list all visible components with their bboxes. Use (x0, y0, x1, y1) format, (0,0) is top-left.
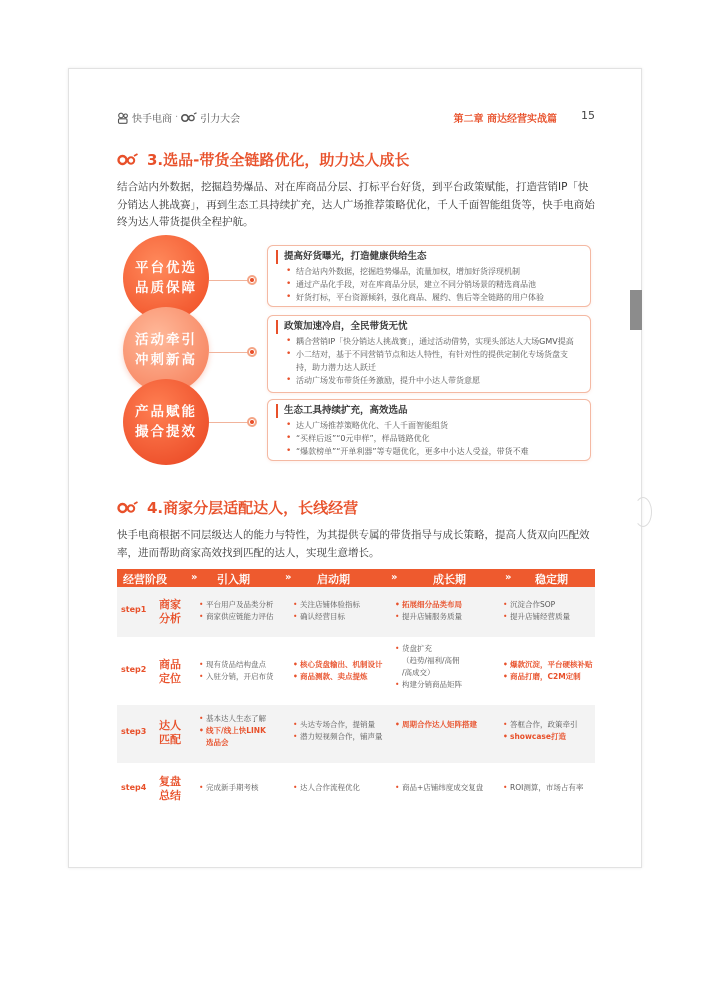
step-label: step1 (121, 605, 147, 614)
pillar-circle-activity-drive: 活动牵引 冲刺新高 (123, 307, 209, 393)
table-cell: • ROI测算，市场占有率 (503, 782, 583, 794)
brand-name-conference: 引力大会 (200, 114, 241, 125)
table-cell: • 货盘扩充 （趋势/福利/高佣 /高成交） • 构建分销商品矩阵 (395, 643, 462, 691)
table-cell: • 商品+店铺纬度成交复盘 (395, 782, 483, 794)
pillar-box-1 (267, 245, 591, 307)
table-cell: • 核心货盘输出、机制设计 • 商品测款、卖点提炼 (293, 659, 383, 683)
brand-separator: · (175, 112, 179, 123)
stage-label: 商家 分析 (159, 598, 181, 625)
brand-logos (117, 110, 240, 125)
brand-name-ecommerce: 快手电商 (132, 114, 172, 125)
section-3-intro: 结合站内外数据，挖掘趋势爆品、对在库商品分层、打标平台好货，到平台政策赋能，打造营销IP「快分销达人挑战赛」，再到生态工具持续扩充，达人广场推荐策略优化，千人千面智能组货等，快手电商始终为达人带货提供全程护航。 (117, 181, 595, 228)
table-cell: • 答框合作，政策牵引 • showcase打造 (503, 719, 578, 743)
gravity-logo-icon (117, 153, 139, 167)
table-cell: • 爆款沉淀，平台硬核补贴 • 商品打磨，C2M定制 (503, 659, 593, 683)
stage-label: 商品 定位 (159, 658, 181, 685)
pillar-bullet: • “买样后返”“0元申样”，样品链路优化 (276, 432, 582, 445)
step-label: step3 (121, 727, 147, 736)
table-row (117, 705, 595, 763)
chevron-right-icon: » (391, 572, 398, 583)
section-4-title: 4.商家分层适配达人，长线经营 (117, 497, 358, 518)
chevron-right-icon: » (505, 572, 512, 583)
stage-label: 复盘 总结 (159, 775, 181, 802)
gravity-logo-icon (117, 501, 139, 515)
pillar-bullet: • “爆款榜单”“开单利器”等专题优化，更多中小达人受益，带货不难 (276, 445, 582, 458)
kuaishou-logo-icon (117, 112, 129, 124)
table-header-cell: 引入期 (217, 573, 250, 586)
table-header-cell: 成长期 (433, 573, 466, 586)
table-header-cell: 经营阶段 (123, 573, 167, 586)
pillar-circle-product-empower: 产品赋能 撮合提效 (123, 379, 209, 465)
document-page (68, 68, 642, 868)
table-cell: • 拓展细分品类布局 • 提升店铺服务质量 (395, 599, 462, 623)
pillar-bullet: • 耦合营销IP「快分销达人挑战赛」，通过活动借势，实现头部达人大场GMV提高 (276, 335, 582, 348)
pillar-bullet: • 结合站内外数据，挖掘趋势爆品，流量加权，增加好货浮现机制 (276, 265, 582, 278)
table-header-cell: 稳定期 (535, 573, 568, 586)
table-cell: • 关注店铺体验指标 • 确认经营目标 (293, 599, 360, 623)
chevron-right-icon: » (191, 572, 198, 583)
step-label: step4 (121, 783, 147, 792)
pillar-bullet: • 活动广场发布带货任务激励，提升中小达人带货意愿 (276, 374, 582, 387)
pillar-circle-platform-selection: 平台优选 品质保障 (123, 235, 209, 321)
pillar-box-title: 提高好货曝光，打造健康供给生态 (276, 250, 582, 264)
pillar-connector-dot (247, 347, 257, 357)
table-cell: • 平台用户及品类分析 • 商家供应链能力评估 (199, 599, 274, 623)
table-cell: • 周期合作达人矩阵搭建 (395, 719, 477, 731)
scroll-thumb[interactable] (630, 290, 642, 330)
pillar-bullet: • 好货打标，平台资源倾斜，强化商品、履约、售后等全链路的用户体验 (276, 291, 582, 304)
table-header-cell: 启动期 (317, 573, 350, 586)
table-cell: • 现有货品结构盘点 • 入驻分销，开启布货 (199, 659, 274, 683)
gravity-conference-logo-icon (181, 112, 197, 124)
table-cell: • 完成新手期考核 (199, 782, 259, 794)
page-number: 15 (581, 109, 595, 122)
table-cell: • 基本达人生态了解 • 线下/线上快LINK 选品会 (199, 713, 266, 749)
pillar-box-title: 政策加速冷启，全民带货无忧 (276, 320, 582, 334)
section-3-title: 3.选品-带货全链路优化，助力达人成长 (117, 149, 409, 170)
chapter-title: 第二章 商达经营实战篇 (453, 114, 557, 125)
pillar-bullet: • 小二结对，基于不同营销节点和达人特性，有针对性的提供定制化专场货盘支持，助力潜力达人跃迁 (276, 348, 582, 374)
pillar-box-title: 生态工具持续扩充，高效选品 (276, 404, 582, 418)
pillar-box-2 (267, 315, 591, 393)
pillar-box-3 (267, 399, 591, 461)
stage-label: 达人 匹配 (159, 719, 181, 746)
page-curl-decoration (634, 497, 652, 527)
pillar-bullet: • 达人广场推荐策略优化、千人千面智能组货 (276, 419, 582, 432)
pillar-connector-dot (247, 275, 257, 285)
section-4-intro: 快手电商根据不同层级达人的能力与特性，为其提供专属的带货指导与成长策略，提高人货双向匹配效率，进而帮助商家高效找到匹配的达人，实现生意增长。 (117, 529, 590, 559)
pillar-bullet: • 通过产品化手段，对在库商品分层，建立不同分销场景的精选商品池 (276, 278, 582, 291)
table-cell: • 达人合作流程优化 (293, 782, 360, 794)
table-row (117, 765, 595, 813)
page-header (117, 109, 595, 127)
table-row (117, 639, 595, 703)
table-cell: • 头达专场合作，提销量 • 潜力短视频合作，铺声量 (293, 719, 383, 743)
table-cell: • 沉淀合作SOP • 提升店铺经营质量 (503, 599, 570, 623)
step-label: step2 (121, 665, 147, 674)
table-row (117, 587, 595, 637)
chevron-right-icon: » (285, 572, 292, 583)
pillar-connector-dot (247, 417, 257, 427)
stage-table-header (117, 569, 595, 587)
